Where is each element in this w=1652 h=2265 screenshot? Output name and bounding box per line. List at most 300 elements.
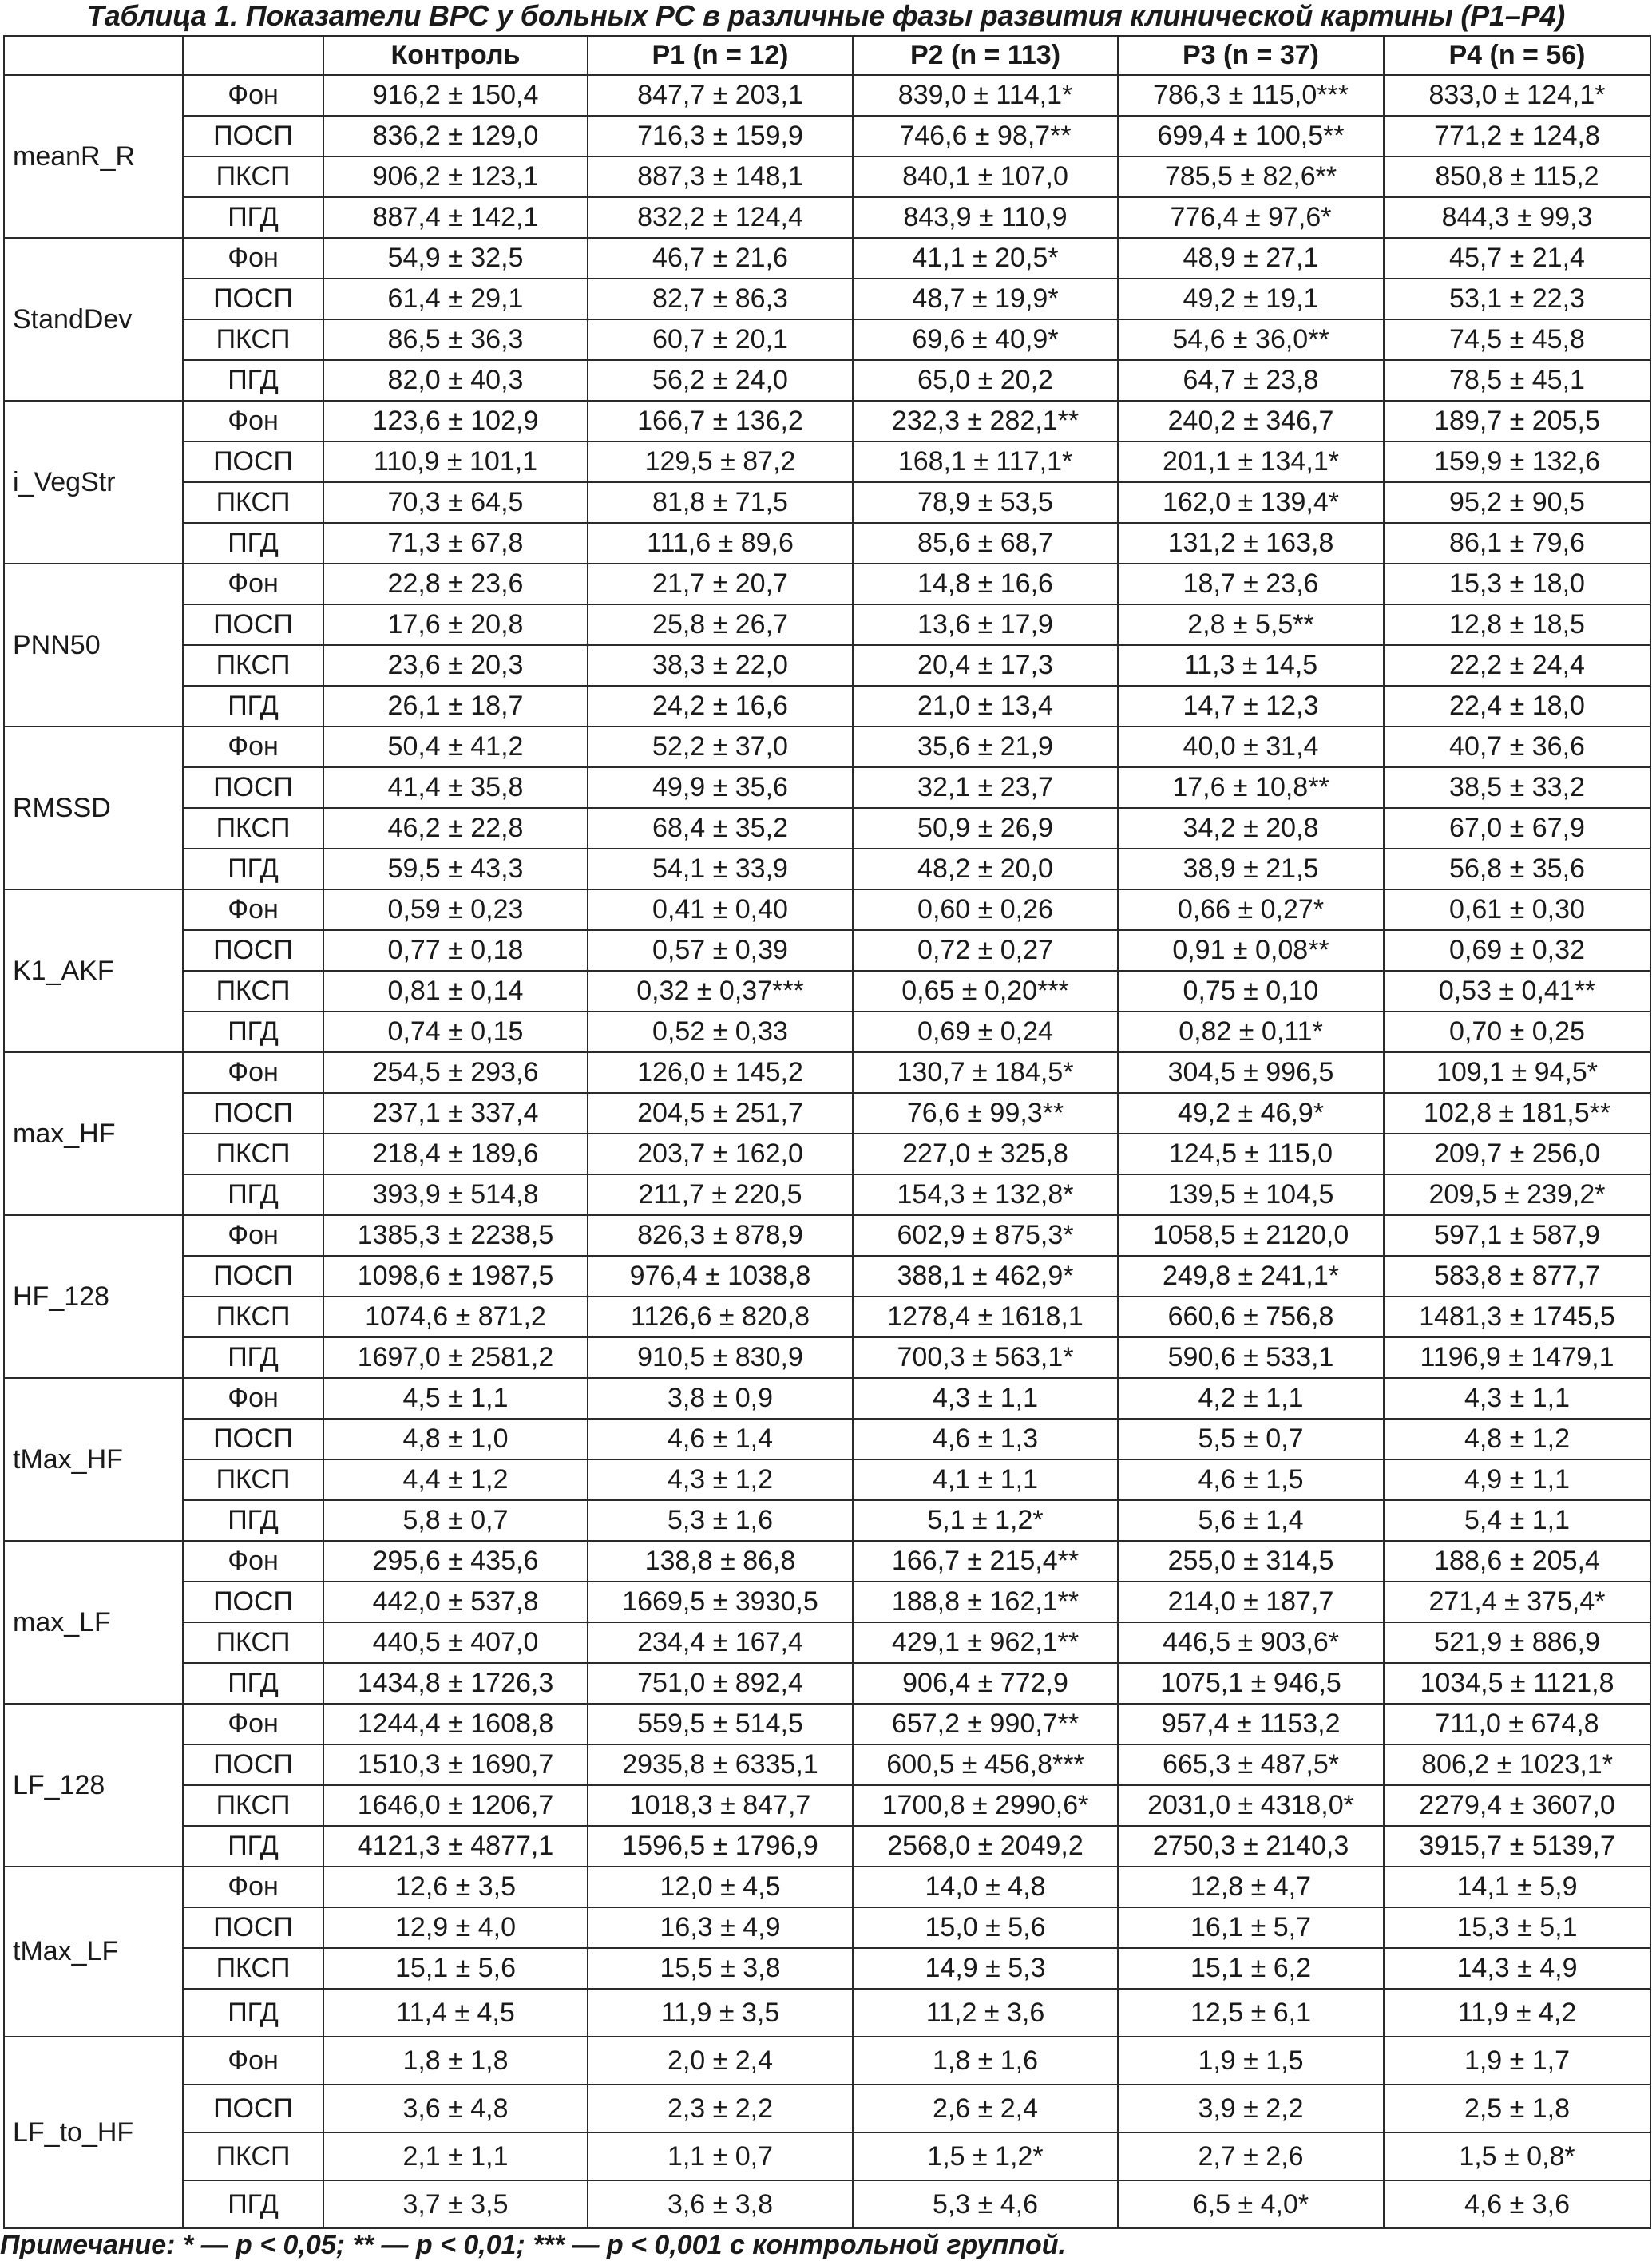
value-cell: 20,4 ± 17,3	[853, 645, 1118, 686]
table-row	[4, 116, 1650, 156]
value-cell: 32,1 ± 23,7	[853, 767, 1118, 808]
value-cell: 11,3 ± 14,5	[1118, 645, 1384, 686]
value-cell: 2,1 ± 1,1	[323, 2132, 588, 2180]
value-cell: 559,5 ± 514,5	[588, 1704, 853, 1744]
table-row	[4, 767, 1650, 808]
value-cell: 1,9 ± 1,7	[1384, 2037, 1650, 2085]
value-cell: 597,1 ± 587,9	[1384, 1215, 1650, 1256]
phase-cell-posp: ПОСП	[183, 442, 323, 482]
phase-cell-pksp: ПКСП	[183, 971, 323, 1012]
value-cell: 906,4 ± 772,9	[853, 1663, 1118, 1704]
value-cell: 67,0 ± 67,9	[1384, 808, 1650, 849]
value-cell: 887,3 ± 148,1	[588, 156, 853, 197]
parameter-name-cell: PNN50	[4, 564, 183, 727]
value-cell: 2,5 ± 1,8	[1384, 2085, 1650, 2132]
phase-cell-background: Фон	[183, 727, 323, 767]
header-cell-p3: P3 (n = 37)	[1118, 36, 1384, 75]
value-cell: 12,8 ± 4,7	[1118, 1867, 1384, 1907]
value-cell: 1,9 ± 1,5	[1118, 2037, 1384, 2085]
value-cell: 700,3 ± 563,1*	[853, 1337, 1118, 1378]
parameter-name-cell: HF_128	[4, 1215, 183, 1378]
value-cell: 46,7 ± 21,6	[588, 238, 853, 279]
phase-cell-posp: ПОСП	[183, 930, 323, 971]
value-cell: 76,6 ± 99,3**	[853, 1093, 1118, 1134]
table-row	[4, 604, 1650, 645]
value-cell: 48,7 ± 19,9*	[853, 279, 1118, 319]
phase-cell-background: Фон	[183, 238, 323, 279]
value-cell: 95,2 ± 90,5	[1384, 482, 1650, 523]
phase-cell-pgd: ПГД	[183, 197, 323, 238]
value-cell: 1126,6 ± 820,8	[588, 1297, 853, 1337]
table-row	[4, 442, 1650, 482]
value-cell: 840,1 ± 107,0	[853, 156, 1118, 197]
value-cell: 22,8 ± 23,6	[323, 564, 588, 604]
value-cell: 583,8 ± 877,7	[1384, 1256, 1650, 1297]
table-row	[4, 1826, 1650, 1867]
value-cell: 5,6 ± 1,4	[1118, 1500, 1384, 1541]
value-cell: 16,1 ± 5,7	[1118, 1907, 1384, 1948]
value-cell: 3915,7 ± 5139,7	[1384, 1826, 1650, 1867]
value-cell: 24,2 ± 16,6	[588, 686, 853, 727]
value-cell: 0,61 ± 0,30	[1384, 889, 1650, 930]
table-row	[4, 1459, 1650, 1500]
value-cell: 2750,3 ± 2140,3	[1118, 1826, 1384, 1867]
value-cell: 3,6 ± 4,8	[323, 2085, 588, 2132]
phase-cell-pksp: ПКСП	[183, 482, 323, 523]
value-cell: 15,1 ± 6,2	[1118, 1948, 1384, 1989]
value-cell: 1034,5 ± 1121,8	[1384, 1663, 1650, 1704]
value-cell: 159,9 ± 132,6	[1384, 442, 1650, 482]
value-cell: 5,3 ± 1,6	[588, 1500, 853, 1541]
value-cell: 1646,0 ± 1206,7	[323, 1785, 588, 1826]
value-cell: 4,8 ± 1,2	[1384, 1419, 1650, 1459]
value-cell: 46,2 ± 22,8	[323, 808, 588, 849]
value-cell: 254,5 ± 293,6	[323, 1052, 588, 1093]
value-cell: 168,1 ± 117,1*	[853, 442, 1118, 482]
table-row	[4, 523, 1650, 564]
value-cell: 0,82 ± 0,11*	[1118, 1012, 1384, 1052]
value-cell: 41,1 ± 20,5*	[853, 238, 1118, 279]
value-cell: 746,6 ± 98,7**	[853, 116, 1118, 156]
table-row	[4, 1948, 1650, 1989]
value-cell: 86,1 ± 79,6	[1384, 523, 1650, 564]
value-cell: 203,7 ± 162,0	[588, 1134, 853, 1174]
value-cell: 839,0 ± 114,1*	[853, 75, 1118, 116]
value-cell: 59,5 ± 43,3	[323, 849, 588, 889]
value-cell: 82,0 ± 40,3	[323, 360, 588, 401]
value-cell: 4,5 ± 1,1	[323, 1378, 588, 1419]
value-cell: 53,1 ± 22,3	[1384, 279, 1650, 319]
parameter-name-cell: max_LF	[4, 1541, 183, 1704]
value-cell: 139,5 ± 104,5	[1118, 1174, 1384, 1215]
value-cell: 214,0 ± 187,7	[1118, 1582, 1384, 1622]
value-cell: 847,7 ± 203,1	[588, 75, 853, 116]
table-row	[4, 1174, 1650, 1215]
value-cell: 11,2 ± 3,6	[853, 1989, 1118, 2037]
value-cell: 188,8 ± 162,1**	[853, 1582, 1118, 1622]
table-row	[4, 1256, 1650, 1297]
value-cell: 1434,8 ± 1726,3	[323, 1663, 588, 1704]
value-cell: 65,0 ± 20,2	[853, 360, 1118, 401]
value-cell: 2935,8 ± 6335,1	[588, 1744, 853, 1785]
phase-cell-pgd: ПГД	[183, 1174, 323, 1215]
value-cell: 50,4 ± 41,2	[323, 727, 588, 767]
value-cell: 12,9 ± 4,0	[323, 1907, 588, 1948]
value-cell: 12,0 ± 4,5	[588, 1867, 853, 1907]
value-cell: 304,5 ± 996,5	[1118, 1052, 1384, 1093]
value-cell: 0,59 ± 0,23	[323, 889, 588, 930]
table-row	[4, 482, 1650, 523]
parameter-name-cell: meanR_R	[4, 75, 183, 238]
value-cell: 35,6 ± 21,9	[853, 727, 1118, 767]
value-cell: 56,2 ± 24,0	[588, 360, 853, 401]
phase-cell-pksp: ПКСП	[183, 156, 323, 197]
value-cell: 271,4 ± 375,4*	[1384, 1582, 1650, 1622]
value-cell: 521,9 ± 886,9	[1384, 1622, 1650, 1663]
value-cell: 1700,8 ± 2990,6*	[853, 1785, 1118, 1826]
value-cell: 15,1 ± 5,6	[323, 1948, 588, 1989]
parameter-name-cell: RMSSD	[4, 727, 183, 889]
value-cell: 64,7 ± 23,8	[1118, 360, 1384, 401]
phase-cell-posp: ПОСП	[183, 1093, 323, 1134]
value-cell: 123,6 ± 102,9	[323, 401, 588, 442]
value-cell: 4,6 ± 1,5	[1118, 1459, 1384, 1500]
value-cell: 61,4 ± 29,1	[323, 279, 588, 319]
value-cell: 234,4 ± 167,4	[588, 1622, 853, 1663]
value-cell: 1669,5 ± 3930,5	[588, 1582, 853, 1622]
value-cell: 826,3 ± 878,9	[588, 1215, 853, 1256]
value-cell: 832,2 ± 124,4	[588, 197, 853, 238]
table-row	[4, 1541, 1650, 1582]
value-cell: 154,3 ± 132,8*	[853, 1174, 1118, 1215]
value-cell: 17,6 ± 20,8	[323, 604, 588, 645]
phase-cell-background: Фон	[183, 564, 323, 604]
value-cell: 843,9 ± 110,9	[853, 197, 1118, 238]
value-cell: 716,3 ± 159,9	[588, 116, 853, 156]
value-cell: 12,6 ± 3,5	[323, 1867, 588, 1907]
value-cell: 48,9 ± 27,1	[1118, 238, 1384, 279]
phase-cell-posp: ПОСП	[183, 1907, 323, 1948]
header-cell-p1: P1 (n = 12)	[588, 36, 853, 75]
table-row	[4, 401, 1650, 442]
value-cell: 751,0 ± 892,4	[588, 1663, 853, 1704]
value-cell: 45,7 ± 21,4	[1384, 238, 1650, 279]
value-cell: 0,70 ± 0,25	[1384, 1012, 1650, 1052]
value-cell: 249,8 ± 241,1*	[1118, 1256, 1384, 1297]
value-cell: 14,1 ± 5,9	[1384, 1867, 1650, 1907]
value-cell: 40,0 ± 31,4	[1118, 727, 1384, 767]
table-row	[4, 1093, 1650, 1134]
value-cell: 22,4 ± 18,0	[1384, 686, 1650, 727]
value-cell: 18,7 ± 23,6	[1118, 564, 1384, 604]
table-body	[4, 75, 1650, 2228]
value-cell: 0,41 ± 0,40	[588, 889, 853, 930]
value-cell: 201,1 ± 134,1*	[1118, 442, 1384, 482]
value-cell: 11,9 ± 3,5	[588, 1989, 853, 2037]
value-cell: 49,2 ± 19,1	[1118, 279, 1384, 319]
value-cell: 6,5 ± 4,0*	[1118, 2180, 1384, 2228]
value-cell: 15,3 ± 18,0	[1384, 564, 1650, 604]
value-cell: 86,5 ± 36,3	[323, 319, 588, 360]
header-cell-blank-2	[183, 36, 323, 75]
phase-cell-background: Фон	[183, 1052, 323, 1093]
value-cell: 1278,4 ± 1618,1	[853, 1297, 1118, 1337]
value-cell: 2,3 ± 2,2	[588, 2085, 853, 2132]
value-cell: 5,3 ± 4,6	[853, 2180, 1118, 2228]
phase-cell-pksp: ПКСП	[183, 808, 323, 849]
value-cell: 976,4 ± 1038,8	[588, 1256, 853, 1297]
phase-cell-pgd: ПГД	[183, 1826, 323, 1867]
value-cell: 162,0 ± 139,4*	[1118, 482, 1384, 523]
table-row	[4, 1052, 1650, 1093]
value-cell: 0,53 ± 0,41**	[1384, 971, 1650, 1012]
phase-cell-background: Фон	[183, 2037, 323, 2085]
table-row	[4, 849, 1650, 889]
value-cell: 129,5 ± 87,2	[588, 442, 853, 482]
value-cell: 906,2 ± 123,1	[323, 156, 588, 197]
value-cell: 836,2 ± 129,0	[323, 116, 588, 156]
value-cell: 786,3 ± 115,0***	[1118, 75, 1384, 116]
value-cell: 295,6 ± 435,6	[323, 1541, 588, 1582]
value-cell: 4,3 ± 1,1	[1384, 1378, 1650, 1419]
value-cell: 109,1 ± 94,5*	[1384, 1052, 1650, 1093]
table-row	[4, 971, 1650, 1012]
value-cell: 78,5 ± 45,1	[1384, 360, 1650, 401]
value-cell: 4,6 ± 3,6	[1384, 2180, 1650, 2228]
table-row	[4, 1134, 1650, 1174]
hrv-table	[3, 35, 1651, 2229]
table-row	[4, 889, 1650, 930]
phase-cell-posp: ПОСП	[183, 2085, 323, 2132]
value-cell: 4,6 ± 1,4	[588, 1419, 853, 1459]
value-cell: 38,5 ± 33,2	[1384, 767, 1650, 808]
table-row	[4, 564, 1650, 604]
table-row	[4, 1907, 1650, 1948]
value-cell: 887,4 ± 142,1	[323, 197, 588, 238]
phase-cell-pksp: ПКСП	[183, 1785, 323, 1826]
value-cell: 78,9 ± 53,5	[853, 482, 1118, 523]
parameter-name-cell: tMax_HF	[4, 1378, 183, 1541]
value-cell: 833,0 ± 124,1*	[1384, 75, 1650, 116]
phase-cell-pksp: ПКСП	[183, 645, 323, 686]
value-cell: 15,5 ± 3,8	[588, 1948, 853, 1989]
table-row	[4, 2132, 1650, 2180]
value-cell: 3,7 ± 3,5	[323, 2180, 588, 2228]
value-cell: 446,5 ± 903,6*	[1118, 1622, 1384, 1663]
value-cell: 11,4 ± 4,5	[323, 1989, 588, 2037]
phase-cell-pgd: ПГД	[183, 1337, 323, 1378]
phase-cell-pksp: ПКСП	[183, 1948, 323, 1989]
value-cell: 111,6 ± 89,6	[588, 523, 853, 564]
value-cell: 440,5 ± 407,0	[323, 1622, 588, 1663]
table-row	[4, 1419, 1650, 1459]
value-cell: 130,7 ± 184,5*	[853, 1052, 1118, 1093]
value-cell: 393,9 ± 514,8	[323, 1174, 588, 1215]
value-cell: 2,7 ± 2,6	[1118, 2132, 1384, 2180]
value-cell: 4,6 ± 1,3	[853, 1419, 1118, 1459]
value-cell: 48,2 ± 20,0	[853, 849, 1118, 889]
value-cell: 957,4 ± 1153,2	[1118, 1704, 1384, 1744]
value-cell: 74,5 ± 45,8	[1384, 319, 1650, 360]
value-cell: 23,6 ± 20,3	[323, 645, 588, 686]
phase-cell-background: Фон	[183, 1541, 323, 1582]
table-row	[4, 808, 1650, 849]
phase-cell-pksp: ПКСП	[183, 1622, 323, 1663]
value-cell: 14,3 ± 4,9	[1384, 1948, 1650, 1989]
value-cell: 3,6 ± 3,8	[588, 2180, 853, 2228]
value-cell: 5,8 ± 0,7	[323, 1500, 588, 1541]
value-cell: 70,3 ± 64,5	[323, 482, 588, 523]
value-cell: 910,5 ± 830,9	[588, 1337, 853, 1378]
value-cell: 232,3 ± 282,1**	[853, 401, 1118, 442]
phase-cell-pksp: ПКСП	[183, 1134, 323, 1174]
value-cell: 2,0 ± 2,4	[588, 2037, 853, 2085]
table-row	[4, 1582, 1650, 1622]
value-cell: 166,7 ± 136,2	[588, 401, 853, 442]
table-footnote: Примечание: * — р < 0,05; ** — р < 0,01; *** — р < 0,001 с контрольной группой.	[0, 2230, 1066, 2260]
phase-cell-posp: ПОСП	[183, 767, 323, 808]
parameter-name-cell: StandDev	[4, 238, 183, 401]
table-row	[4, 686, 1650, 727]
value-cell: 0,69 ± 0,24	[853, 1012, 1118, 1052]
value-cell: 5,1 ± 1,2*	[853, 1500, 1118, 1541]
phase-cell-pksp: ПКСП	[183, 1459, 323, 1500]
parameter-name-cell: i_VegStr	[4, 401, 183, 564]
table-row	[4, 156, 1650, 197]
value-cell: 126,0 ± 145,2	[588, 1052, 853, 1093]
table-row	[4, 2037, 1650, 2085]
value-cell: 1098,6 ± 1987,5	[323, 1256, 588, 1297]
value-cell: 1697,0 ± 2581,2	[323, 1337, 588, 1378]
value-cell: 0,65 ± 0,20***	[853, 971, 1118, 1012]
table-row	[4, 1867, 1650, 1907]
value-cell: 665,3 ± 487,5*	[1118, 1744, 1384, 1785]
table-row	[4, 1012, 1650, 1052]
value-cell: 54,1 ± 33,9	[588, 849, 853, 889]
value-cell: 1,1 ± 0,7	[588, 2132, 853, 2180]
value-cell: 52,2 ± 37,0	[588, 727, 853, 767]
value-cell: 1074,6 ± 871,2	[323, 1297, 588, 1337]
value-cell: 12,8 ± 18,5	[1384, 604, 1650, 645]
value-cell: 1075,1 ± 946,5	[1118, 1663, 1384, 1704]
value-cell: 4,4 ± 1,2	[323, 1459, 588, 1500]
value-cell: 602,9 ± 875,3*	[853, 1215, 1118, 1256]
value-cell: 0,57 ± 0,39	[588, 930, 853, 971]
value-cell: 1244,4 ± 1608,8	[323, 1704, 588, 1744]
value-cell: 237,1 ± 337,4	[323, 1093, 588, 1134]
value-cell: 1,8 ± 1,6	[853, 2037, 1118, 2085]
phase-cell-pksp: ПКСП	[183, 2132, 323, 2180]
value-cell: 218,4 ± 189,6	[323, 1134, 588, 1174]
value-cell: 388,1 ± 462,9*	[853, 1256, 1118, 1297]
value-cell: 255,0 ± 314,5	[1118, 1541, 1384, 1582]
table-row	[4, 1744, 1650, 1785]
value-cell: 5,4 ± 1,1	[1384, 1500, 1650, 1541]
value-cell: 1481,3 ± 1745,5	[1384, 1297, 1650, 1337]
phase-cell-pksp: ПКСП	[183, 1297, 323, 1337]
parameter-name-cell: max_HF	[4, 1052, 183, 1215]
value-cell: 4,9 ± 1,1	[1384, 1459, 1650, 1500]
value-cell: 60,7 ± 20,1	[588, 319, 853, 360]
value-cell: 131,2 ± 163,8	[1118, 523, 1384, 564]
value-cell: 1,5 ± 1,2*	[853, 2132, 1118, 2180]
value-cell: 429,1 ± 962,1**	[853, 1622, 1118, 1663]
table-row	[4, 727, 1650, 767]
value-cell: 0,91 ± 0,08**	[1118, 930, 1384, 971]
phase-cell-posp: ПОСП	[183, 1582, 323, 1622]
value-cell: 211,7 ± 220,5	[588, 1174, 853, 1215]
value-cell: 4,3 ± 1,2	[588, 1459, 853, 1500]
phase-cell-pgd: ПГД	[183, 1012, 323, 1052]
value-cell: 11,9 ± 4,2	[1384, 1989, 1650, 2037]
phase-cell-background: Фон	[183, 1704, 323, 1744]
table-row	[4, 75, 1650, 116]
value-cell: 806,2 ± 1023,1*	[1384, 1744, 1650, 1785]
value-cell: 0,52 ± 0,33	[588, 1012, 853, 1052]
value-cell: 26,1 ± 18,7	[323, 686, 588, 727]
value-cell: 25,8 ± 26,7	[588, 604, 853, 645]
table-row	[4, 1337, 1650, 1378]
value-cell: 657,2 ± 990,7**	[853, 1704, 1118, 1744]
value-cell: 14,8 ± 16,6	[853, 564, 1118, 604]
phase-cell-pgd: ПГД	[183, 1663, 323, 1704]
value-cell: 209,7 ± 256,0	[1384, 1134, 1650, 1174]
value-cell: 3,8 ± 0,9	[588, 1378, 853, 1419]
value-cell: 69,6 ± 40,9*	[853, 319, 1118, 360]
value-cell: 0,81 ± 0,14	[323, 971, 588, 1012]
value-cell: 50,9 ± 26,9	[853, 808, 1118, 849]
table-row	[4, 360, 1650, 401]
table-row	[4, 1989, 1650, 2037]
phase-cell-background: Фон	[183, 1215, 323, 1256]
value-cell: 38,9 ± 21,5	[1118, 849, 1384, 889]
value-cell: 2568,0 ± 2049,2	[853, 1826, 1118, 1867]
header-cell-control: Контроль	[323, 36, 588, 75]
value-cell: 21,7 ± 20,7	[588, 564, 853, 604]
value-cell: 110,9 ± 101,1	[323, 442, 588, 482]
value-cell: 0,66 ± 0,27*	[1118, 889, 1384, 930]
parameter-name-cell: LF_to_HF	[4, 2037, 183, 2228]
phase-cell-posp: ПОСП	[183, 1419, 323, 1459]
value-cell: 0,77 ± 0,18	[323, 930, 588, 971]
value-cell: 4121,3 ± 4877,1	[323, 1826, 588, 1867]
value-cell: 54,6 ± 36,0**	[1118, 319, 1384, 360]
value-cell: 771,2 ± 124,8	[1384, 116, 1650, 156]
value-cell: 15,0 ± 5,6	[853, 1907, 1118, 1948]
value-cell: 0,60 ± 0,26	[853, 889, 1118, 930]
phase-cell-pgd: ПГД	[183, 360, 323, 401]
value-cell: 41,4 ± 35,8	[323, 767, 588, 808]
value-cell: 1510,3 ± 1690,7	[323, 1744, 588, 1785]
value-cell: 16,3 ± 4,9	[588, 1907, 853, 1948]
header-cell-p4: P4 (n = 56)	[1384, 36, 1650, 75]
phase-cell-pgd: ПГД	[183, 849, 323, 889]
value-cell: 21,0 ± 13,4	[853, 686, 1118, 727]
value-cell: 844,3 ± 99,3	[1384, 197, 1650, 238]
phase-cell-pksp: ПКСП	[183, 319, 323, 360]
value-cell: 14,0 ± 4,8	[853, 1867, 1118, 1907]
value-cell: 785,5 ± 82,6**	[1118, 156, 1384, 197]
table-row	[4, 645, 1650, 686]
value-cell: 227,0 ± 325,8	[853, 1134, 1118, 1174]
phase-cell-pgd: ПГД	[183, 686, 323, 727]
table-caption: Таблица 1. Показатели ВРС у больных РС в различные фазы развития клинической картины (Р1–Р4)	[86, 0, 1566, 32]
value-cell: 22,2 ± 24,4	[1384, 645, 1650, 686]
table-row	[4, 2180, 1650, 2228]
value-cell: 1058,5 ± 2120,0	[1118, 1215, 1384, 1256]
table-row	[4, 930, 1650, 971]
value-cell: 1385,3 ± 2238,5	[323, 1215, 588, 1256]
